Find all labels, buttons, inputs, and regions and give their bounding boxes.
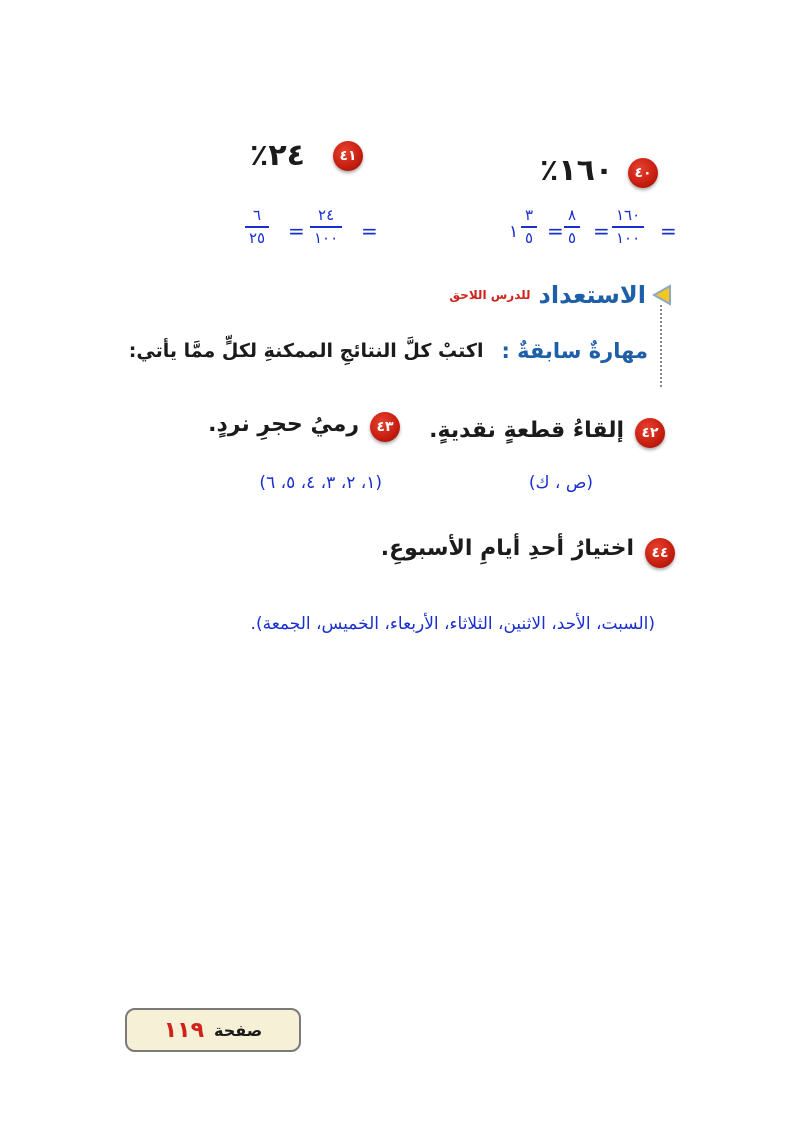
section-subtitle: للدرس اللاحق [449, 288, 531, 302]
page-number: ١١٩ [163, 1017, 205, 1043]
percent-41: ٢٤٪ [250, 138, 305, 173]
section-heading [449, 281, 672, 309]
fraction-40-improper: ٨ ٥ [564, 208, 580, 246]
exercise-number-43: ٤٣ [370, 412, 400, 442]
fraction-40-hundred: ١٦٠ ١٠٠ [612, 208, 644, 246]
fraction-41-hundred: ٢٤ ١٠٠ [310, 208, 342, 246]
equals-sign: = [593, 219, 610, 243]
equals-sign: = [361, 219, 378, 243]
skill-line [129, 339, 648, 363]
answer-42: (ص ، ك) [528, 473, 593, 493]
mixed-whole-40: ١ [509, 222, 519, 242]
fraction-40-mixed: ٣ ٥ [521, 208, 537, 246]
skill-label: مهارةٌ سابقةٌ : [501, 339, 648, 363]
arrow-marker-icon [652, 284, 672, 306]
answer-43: (١، ٢، ٣، ٤، ٥، ٦) [259, 473, 382, 493]
percent-40: ١٦٠٪ [540, 153, 614, 188]
exercise-number-40: ٤٠ [628, 158, 658, 188]
page-number-box [125, 1008, 301, 1052]
question-43: رميُ حجرِ نردٍ. [208, 412, 359, 437]
fraction-41-result: ٦ ٢٥ [245, 208, 269, 246]
exercise-number-44: ٤٤ [645, 538, 675, 568]
equals-sign: = [288, 219, 305, 243]
exercise-number-42: ٤٢ [635, 418, 665, 448]
question-42: إلقاءُ قطعةٍ نقديةٍ. [429, 418, 624, 443]
section-title: الاستعداد [538, 281, 646, 309]
dotted-divider [660, 305, 662, 387]
question-44: اختيارُ أحدِ أيامِ الأسبوعِ. [380, 536, 634, 561]
instruction-text: اكتبْ كلَّ النتائجِ الممكنةِ لكلٍّ ممَّا يأتي: [128, 340, 484, 362]
equals-sign: = [660, 219, 677, 243]
answer-44: (السبت، الأحد، الاثنين، الثلاثاء، الأربعاء، الخميس، الجمعة). [250, 614, 655, 634]
equals-sign: = [547, 219, 564, 243]
page-word: صفحة [214, 1020, 263, 1040]
exercise-number-41: ٤١ [333, 141, 363, 171]
